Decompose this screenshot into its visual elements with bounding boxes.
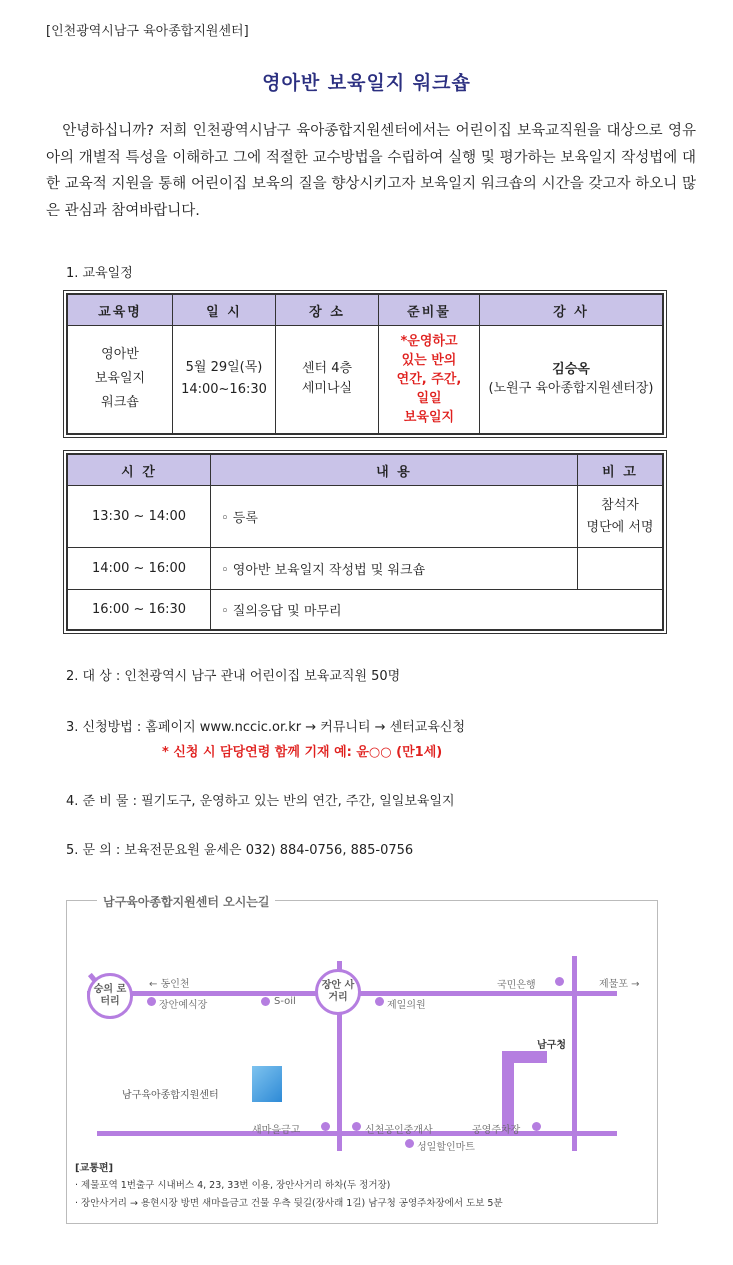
row-content: ◦ 질의응답 및 마무리	[211, 590, 664, 630]
program-prep: *운영하고 있는 반의 연간, 주간, 일일 보육일지	[379, 326, 480, 434]
program-lecturer: 김승옥 (노원구 육아종합지원센터장)	[480, 326, 664, 434]
row-time: 16:00 ~ 16:30	[67, 590, 211, 630]
dot-mart	[405, 1139, 414, 1148]
program-place: 센터 4층 세미나실	[276, 326, 379, 434]
dot-clinic	[375, 997, 384, 1006]
table-row	[67, 590, 663, 630]
label-parking: 공영주차장	[472, 1125, 521, 1136]
section-target: 2. 대 상 : 인천광역시 남구 관내 어린이집 보육교직원 50명	[66, 669, 401, 684]
office-building-top	[502, 1051, 547, 1063]
row-content: ◦ 영아반 보육일지 작성법 및 워크숍	[211, 548, 578, 590]
row-time: 13:30 ~ 14:00	[67, 486, 211, 548]
col-content: 내 용	[211, 454, 578, 486]
col-time: 시 간	[67, 454, 211, 486]
col-lecturer: 강 사	[480, 294, 664, 326]
label-office: 남구청	[537, 1040, 566, 1051]
org-header: [인천광역시남구 육아종합지원센터]	[46, 24, 249, 39]
timetable	[66, 453, 664, 631]
label-mart: 성일할인마트	[417, 1142, 475, 1153]
label-wedding: 장안예식장	[159, 1000, 208, 1011]
dot-parking	[532, 1122, 541, 1131]
col-name: 교육명	[67, 294, 173, 326]
section-apply: 3. 신청방법 : 홈페이지 www.nccic.or.kr → 커뮤니티 → 센터교육신청	[66, 720, 466, 735]
row-time: 14:00 ~ 16:00	[67, 548, 211, 590]
col-prep: 준비물	[379, 294, 480, 326]
apply-note: * 신청 시 담당연령 함께 기재 예: 윤○○ (만1세)	[162, 745, 443, 760]
row-content: ◦ 등록	[211, 486, 578, 548]
page-title: 영아반 보육일지 워크숍	[262, 72, 471, 94]
program-date: 5월 29일(목) 14:00~16:30	[173, 326, 276, 434]
label-jeja: 제물포 →	[599, 979, 640, 990]
directions-map	[66, 895, 658, 1224]
section-schedule-heading: 1. 교육일정	[66, 266, 133, 281]
transport-title: [교통편]	[75, 1163, 114, 1174]
label-bank: 국민은행	[497, 980, 536, 991]
transport-line-1: · 제물포역 1번출구 시내버스 4, 23, 33번 이용, 장안사거리 하차(두 정거장)	[75, 1180, 391, 1191]
section-prep: 4. 준 비 물 : 필기도구, 운영하고 있는 반의 연간, 주간, 일일보육일지	[66, 794, 455, 809]
dot-bank	[555, 977, 564, 986]
map-title: 남구육아종합지원센터 오시는길	[97, 893, 275, 910]
label-soil: S-oil	[274, 996, 296, 1007]
intro-paragraph: 안녕하십니까? 저희 인천광역시남구 육아종합지원센터에서는 어린이집 보육교직원을 대상으로 영유아의 개별적 특성을 이해하고 그에 적절한 교수방법을 수립하여 실행 및 평가하는 보육일지 작성법에 대한 교육적 지원을 통해 어린이집 보육의 질을 향상시키고자 보육일지 워크숍의 시간을 갖고자 하오니 많은 관심과 참여바랍니다.	[46, 123, 696, 219]
col-note: 비 고	[578, 454, 664, 486]
rotary-sungui: 숭의 로터리	[87, 973, 133, 1019]
road-bottom	[97, 1131, 617, 1136]
label-saemaeul: 새마을금고	[252, 1125, 301, 1136]
program-name: 영아반 보육일지 워크숍	[67, 326, 173, 434]
label-center: 남구육아종합지원센터	[122, 1090, 219, 1101]
label-credit: 신천공인중개사	[365, 1125, 433, 1136]
section-contact: 5. 문 의 : 보육전문요원 윤세은 032) 884-0756, 885-0756	[66, 843, 414, 858]
dot-wedding	[147, 997, 156, 1006]
dot-soil	[261, 997, 270, 1006]
transport-line-2: · 장안사거리 → 용현시장 방면 새마을금고 건물 우측 뒷길(장사래 1길) 남구청 공영주차장에서 도보 5분	[75, 1198, 503, 1209]
road-vertical-right	[572, 956, 577, 1151]
col-place: 장 소	[276, 294, 379, 326]
label-dong: ← 동인천	[149, 979, 190, 990]
dot-credit	[352, 1122, 361, 1131]
center-building-icon	[252, 1066, 282, 1102]
label-clinic: 제일의원	[387, 1000, 426, 1011]
table-row	[67, 486, 663, 548]
col-date: 일 시	[173, 294, 276, 326]
rotary-jangan: 장안 사거리	[315, 969, 361, 1015]
row-note	[578, 548, 664, 590]
table-row	[67, 548, 663, 590]
dot-saemaeul	[321, 1122, 330, 1131]
row-note: 참석자 명단에 서명	[578, 486, 664, 548]
schedule-table	[66, 293, 664, 435]
